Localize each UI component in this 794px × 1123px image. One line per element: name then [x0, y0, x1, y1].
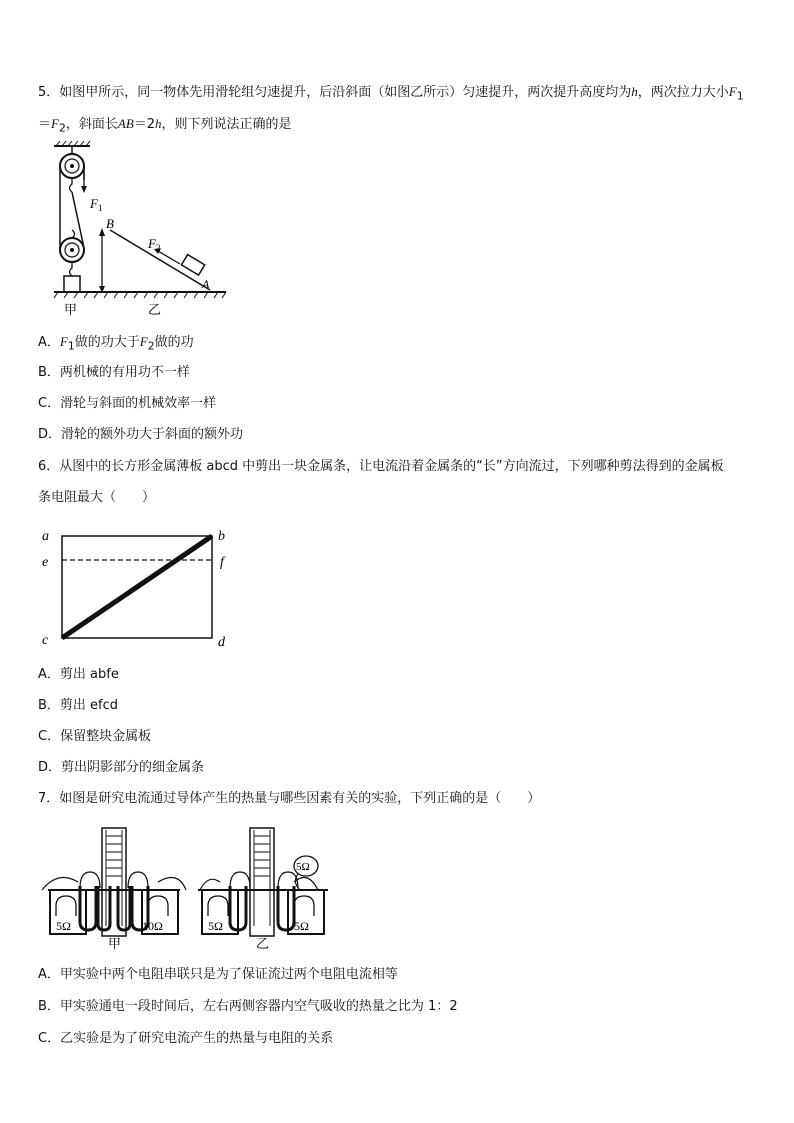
caption-yi: 乙 — [148, 302, 162, 317]
q5-stem-line1: 5．如图甲所示，同一物体先用滑轮组匀速提升，后沿斜面（如图乙所示）匀速提升，两次提升高度均为h，两次拉力大小$F_1$ — [38, 84, 744, 103]
q6-option-b: B．剪出 efcd — [38, 698, 119, 713]
label-f2: $F_2$ — [148, 236, 161, 253]
label-b: B — [106, 216, 114, 231]
label-c: c — [42, 633, 49, 648]
label-a: A — [202, 277, 210, 291]
q7-option-a: A．甲实验中两个电阻串联只是为了保证流过两个电阻电流相等 — [38, 967, 398, 982]
q6-figure — [36, 522, 236, 652]
caption-jia: 甲 — [108, 936, 122, 951]
q7-stem-line1: 7．如图是研究电流通过导体产生的热量与哪些因素有关的实验，下列正确的是（ ） — [38, 791, 541, 806]
label-d: d — [218, 635, 225, 650]
apparatus-yi — [198, 828, 328, 951]
caption-jia: 甲 — [64, 302, 78, 317]
q6-option-c: C．保留整块金属板 — [38, 729, 152, 744]
label-e: e — [42, 555, 49, 570]
q7-option-b: B．甲实验通电一段时间后，左右两侧容器内空气吸收的热量之比为 1：2 — [38, 999, 458, 1014]
resistor-label-right-5a: 5Ω — [208, 919, 223, 933]
q7-figure — [38, 826, 338, 956]
q5-option-a: A．$F_1$做的功大于$F_2$做的功 — [38, 334, 194, 353]
q5-option-d: D．滑轮的额外功大于斜面的额外功 — [38, 427, 244, 442]
load-block-left — [64, 276, 80, 292]
resistor-label-left-10: 10Ω — [142, 919, 163, 933]
load-block-incline — [181, 255, 204, 276]
resistor-label-left-5: 5Ω — [56, 919, 71, 933]
caption-yi: 乙 — [256, 936, 270, 951]
label-a: a — [42, 529, 49, 544]
resistor-label-right-5b: 5Ω — [294, 919, 309, 933]
diagonal-strip — [62, 536, 212, 638]
resistor-label-right-external-5: 5Ω — [296, 861, 310, 873]
q6-stem-line1: 6．从图中的长方形金属薄板 abcd 中剪出一块金属条，让电流沿着金属条的“长”方向流过，下列哪种剪法得到的金属板 — [38, 459, 724, 474]
q6-option-d: D．剪出阴影部分的细金属条 — [38, 760, 205, 775]
q7-option-c: C．乙实验是为了研究电流产生的热量与电阻的关系 — [38, 1031, 334, 1046]
q5-option-c: C．滑轮与斜面的机械效率一样 — [38, 396, 217, 411]
apparatus-jia — [42, 828, 186, 951]
q5-option-b: B．两机械的有用功不一样 — [38, 365, 190, 380]
q5-stem-line2: $=F_2$，斜面长AB＝2h，则下列说法正确的是 — [38, 116, 292, 135]
q6-option-a: A．剪出 abfe — [38, 667, 119, 682]
q5-figure — [40, 140, 240, 320]
label-b: b — [218, 529, 225, 544]
q6-stem-line2: 条电阻最大（ ） — [38, 490, 156, 505]
label-f1: $F_1$ — [90, 196, 103, 213]
label-f: f — [220, 555, 224, 570]
incline — [110, 230, 210, 290]
f2-arrow — [158, 251, 180, 264]
